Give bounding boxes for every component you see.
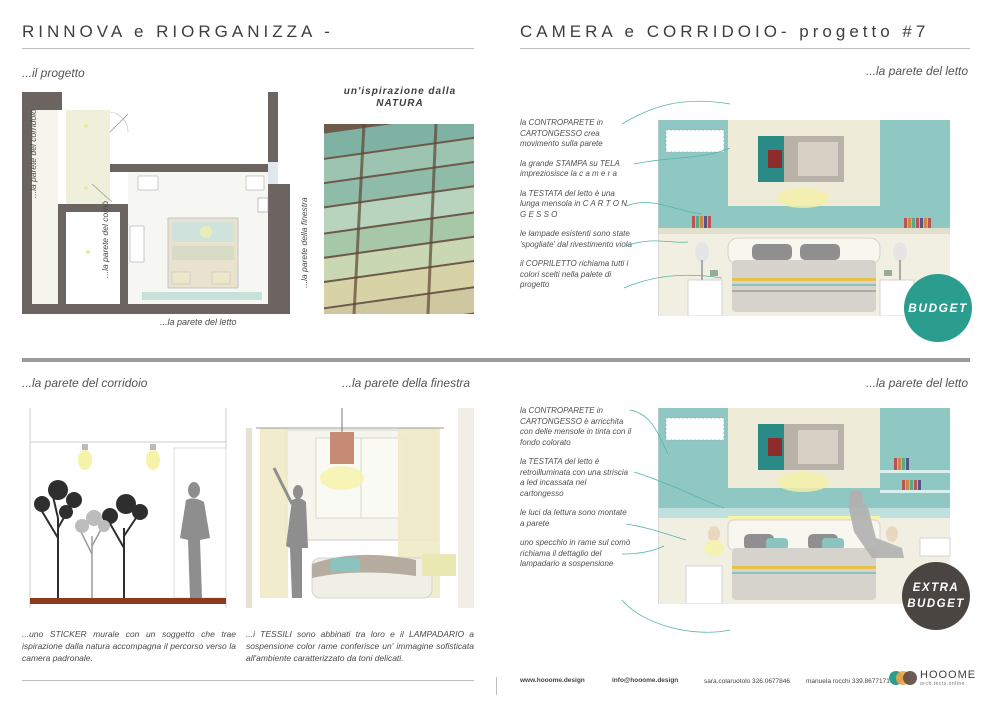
title-divider-left — [22, 48, 474, 49]
left-page-title: RINNOVA e RIORGANIZZA - — [22, 22, 334, 41]
corridor-caption: ...uno STICKER murale con un soggetto che trae ispirazione dalla natura accompagna il percorso verso la camera padronale. — [22, 629, 236, 663]
footer-contact-2: manuela rocchi 339.8677171 — [806, 678, 890, 685]
bed-wall-section-label-top: ...la parete del letto — [866, 64, 969, 78]
annotation-arrows-bottom — [612, 404, 742, 638]
nature-inspiration-photo — [324, 124, 474, 314]
note-top-5: il COPRILETTO richiama tutti i colori scelti nella palete di progetto — [520, 259, 629, 289]
brand-tagline: arch.tects.online — [920, 681, 965, 687]
mid-divider — [22, 358, 970, 362]
bottom-left-divider — [22, 680, 474, 681]
right-page-title: CAMERA e CORRIDOIO- progetto #7 — [520, 22, 930, 41]
plan-label-corridor: ...la parete del corridoio — [28, 109, 38, 198]
brand-name: HOOOME — [920, 669, 977, 681]
note-top-2: la grande STAMPA su TELA impreziosisce la c a m e r a — [520, 158, 620, 178]
plan-label-bed: ...la parete del letto — [160, 317, 237, 327]
window-section-label: ...la parete della finestra — [342, 376, 471, 390]
note-bottom-2: la TESTATA del letto è retroilluminata con una striscia a led incassata nel cartongesso — [520, 457, 629, 498]
footer-separator — [496, 677, 497, 695]
corridor-section-label: ...la parete del corridoio — [22, 376, 148, 390]
inspiration-title: un'ispirazione dalla NATURA — [343, 86, 457, 109]
bed-wall-section-label-bottom: ...la parete del letto — [866, 376, 969, 390]
plan-label-como: ...la parete del comò — [100, 200, 110, 278]
annotation-arrows-top — [612, 96, 742, 296]
title-divider-right — [520, 48, 970, 49]
floor-plan — [22, 92, 292, 314]
plan-label-window: ...la parete della finestra — [299, 197, 309, 288]
note-top-1: la CONTROPARETE in CARTONGESSO crea movimento sulla parete — [520, 118, 603, 148]
project-section-label: ...il progetto — [22, 66, 85, 80]
footer-contact-1: sara.colaruotolo 326.0677846 — [704, 678, 791, 685]
note-bottom-4: uno specchio in rame sul comò richiama il dettaglio del lampadario a sospensione — [520, 538, 631, 568]
window-elevation — [246, 408, 474, 608]
hooome-logo — [888, 670, 918, 686]
corridor-elevation — [22, 408, 236, 608]
window-caption: ...i TESSILI sono abbinati tra loro e il LAMPADARIO a sospensione color rame conferisce un' immagine sofisticata all'ambiente caratterizzato da toni delicati. — [246, 629, 474, 663]
note-top-4: le lampade esistenti sono state 'spogliate' dal rivestimento viola — [520, 229, 632, 249]
note-top-3: la TESTATA del letto è una lunga mensola in C A R T O N G E S S O — [520, 188, 628, 219]
footer-website[interactable]: www.hooome.design — [520, 677, 585, 684]
extra-budget-badge: EXTRA BUDGET — [902, 562, 970, 630]
footer-email[interactable]: info@hooome.design — [612, 677, 679, 684]
note-bottom-1: la CONTROPARETE in CARTONGESSO è arricchita con delle mensole in tinta con il fondo colorato — [520, 406, 632, 447]
budget-badge: BUDGET — [904, 274, 972, 342]
note-bottom-3: le luci da lettura sono montate a parete — [520, 508, 627, 528]
